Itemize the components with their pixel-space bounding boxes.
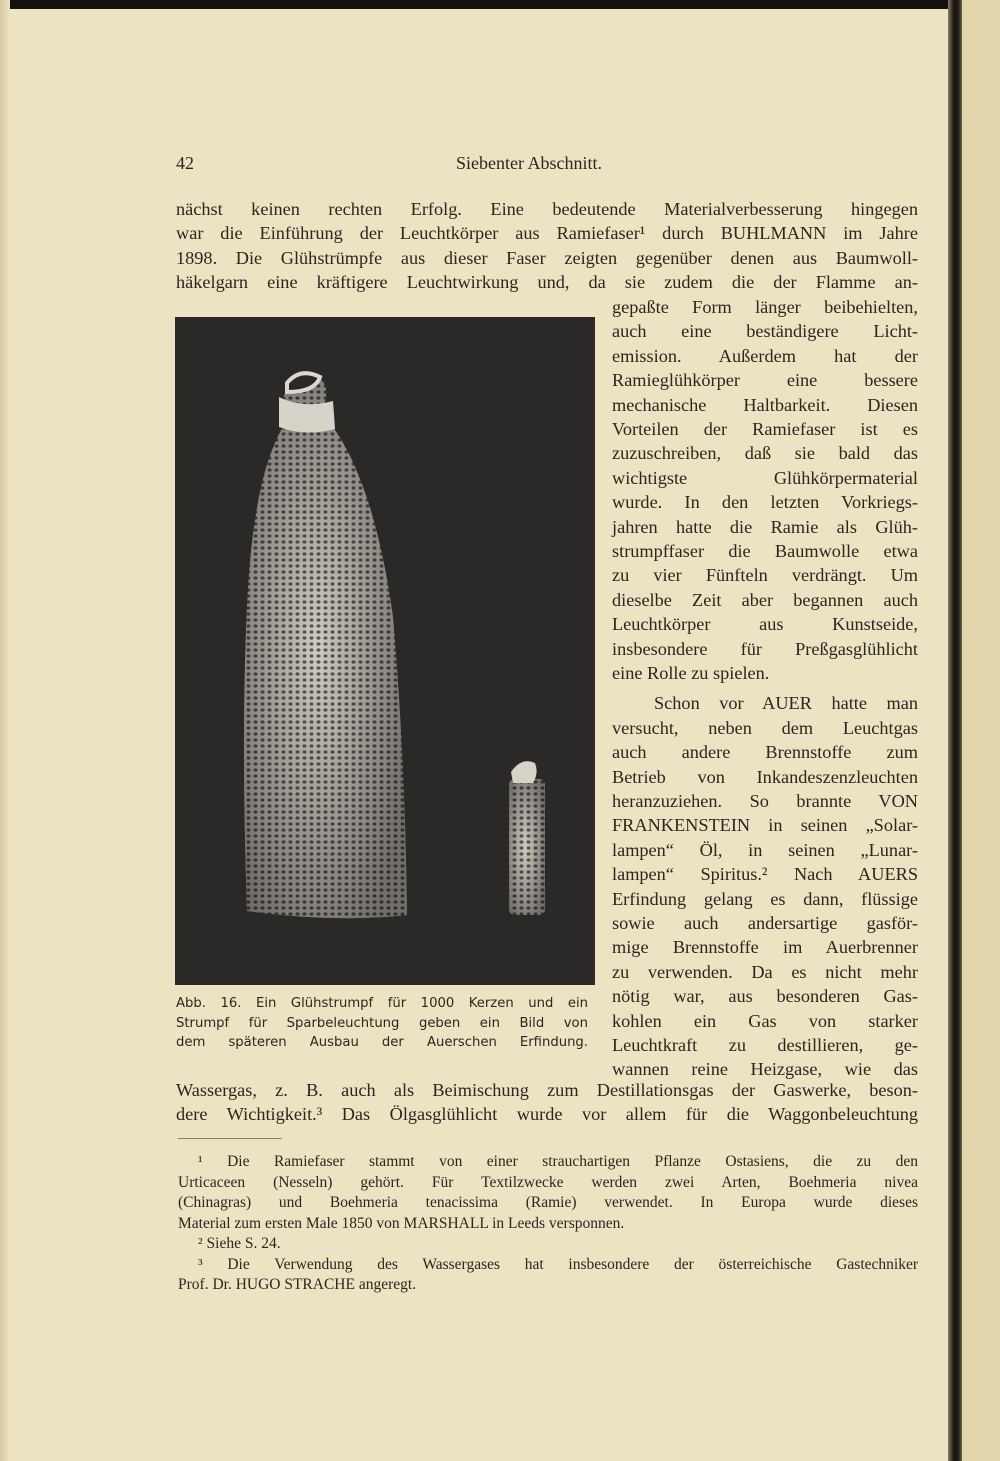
scan-top-edge <box>0 0 1000 9</box>
body-text-line: Ramieglühkörper eine bessere <box>612 370 918 391</box>
body-text-line: mechanische Haltbarkeit. Diesen <box>612 394 918 415</box>
body-text-line: versucht, neben dem Leuchtgas <box>612 717 918 738</box>
body-text-line: lampen“ Öl, in seinen „Lunar- <box>612 839 918 860</box>
footnote-separator <box>178 1138 282 1139</box>
body-text-line: sowie auch andersartige gasför- <box>612 913 918 933</box>
body-text-line: häkelgarn eine kräftigere Leuchtwirkung und, da sie zudem die der Flamme an- <box>176 272 918 293</box>
body-text-line: lampen“ Spiritus.² Nach AUERS <box>612 864 918 885</box>
body-text-line: gepaßte Form länger beibehielten, <box>612 297 918 317</box>
figure-caption-line: Strumpf für Sparbeleuchtung geben ein Bild von <box>176 1015 588 1031</box>
body-text-line: wichtigste Glühkörpermaterial <box>612 467 918 488</box>
footnote-line: Urticaceen (Nesseln) gehört. Für Textilzwecke werden zwei Arten, Boehmeria nivea <box>178 1173 918 1191</box>
figure-caption-line: Abb. 16. Ein Glühstrumpf für 1000 Kerzen und ein <box>176 996 588 1011</box>
body-text-line: war die Einführung der Leuchtkörper aus Ramiefaser¹ durch BUHLMANN im Jahre <box>176 223 918 244</box>
body-text-line: Vorteilen der Ramiefaser ist es <box>612 419 918 439</box>
body-text-line: eine Rolle zu spielen. <box>612 663 770 683</box>
body-text-line: zu vier Fünfteln verdrängt. Um <box>612 565 918 586</box>
body-text-line: emission. Außerdem hat der <box>612 345 918 366</box>
body-text-line: heranzuziehen. So brannte VON <box>612 791 918 811</box>
body-text-line: mige Brennstoffe im Auerbrenner <box>612 937 918 958</box>
page-number: 42 <box>176 153 194 173</box>
body-text-line: strumpffaser die Baumwolle etwa <box>612 541 918 561</box>
body-text-line: zuzuschreiben, daß sie bald das <box>612 443 918 464</box>
book-gutter <box>948 0 962 1461</box>
body-text-line: nötig war, aus besonderen Gas- <box>612 986 918 1007</box>
body-text-line: insbesondere für Preßgasglühlicht <box>612 638 918 659</box>
body-text-line: nächst keinen rechten Erfolg. Eine bedeutende Materialverbesserung hingegen <box>176 199 918 219</box>
body-text-line: auch andere Brennstoffe zum <box>612 742 918 763</box>
adjacent-page-edge <box>962 0 1000 1461</box>
body-text-line: FRANKENSTEIN in seinen „Solar- <box>612 815 918 836</box>
footnote-line: Prof. Dr. HUGO STRACHE angeregt. <box>178 1276 417 1293</box>
small-mantle <box>509 761 545 915</box>
body-text-line: 1898. Die Glühstrümpfe aus dieser Faser zeigten gegenüber denen aus Baumwoll- <box>176 247 918 268</box>
body-text-line: Leuchtkörper aus Kunstseide, <box>612 614 918 635</box>
body-text-line: wurde. In den letzten Vorkriegs- <box>612 492 918 513</box>
body-text-line: kohlen ein Gas von starker <box>612 1010 918 1031</box>
page-shadow <box>0 0 10 1461</box>
body-text-line: Leuchtkraft zu destillieren, ge- <box>612 1035 918 1055</box>
footnote-line: ² Siehe S. 24. <box>198 1235 281 1252</box>
body-text-line: Schon vor AUER hatte man <box>654 693 918 714</box>
body-text-line: jahren hatte die Ramie als Glüh- <box>612 516 918 537</box>
body-text-line: wannen reine Heizgase, wie das <box>612 1059 918 1080</box>
body-text-line: dieselbe Zeit aber begannen auch <box>612 589 918 610</box>
figure-caption-line: dem späteren Ausbau der Auerschen Erfindung. <box>176 1035 588 1050</box>
footnote-line: ³ Die Verwendung des Wassergases hat insbesondere der österreichische Gastechniker <box>198 1255 918 1273</box>
body-text-line: dere Wichtigkeit.³ Das Ölgasglühlicht wurde vor allem für die Waggonbeleuchtung <box>176 1104 918 1125</box>
body-text-line: zu verwenden. Da es nicht mehr <box>612 961 918 982</box>
footnote-line: ¹ Die Ramiefaser stammt von einer strauchartigen Pflanze Ostasiens, die zu den <box>198 1153 918 1170</box>
body-text-line: auch eine beständigere Licht- <box>612 321 918 342</box>
footnote-line: Material zum ersten Male 1850 von MARSHALL in Leeds versponnen. <box>178 1214 625 1232</box>
running-title: Siebenter Abschnitt. <box>456 153 602 173</box>
figure-photo-gas-mantles <box>175 317 595 985</box>
footnote-line: (Chinagras) und Boehmeria tenacissima (Ramie) verwendet. In Europa wurde dieses <box>178 1194 918 1211</box>
body-text-line: Betrieb von Inkandeszenzleuchten <box>612 766 918 787</box>
body-text-line: Wassergas, z. B. auch als Beimischung zum Destillationsgas der Gaswerke, beson- <box>176 1080 918 1100</box>
body-text-line: Erfindung gelang es dann, flüssige <box>612 888 918 909</box>
